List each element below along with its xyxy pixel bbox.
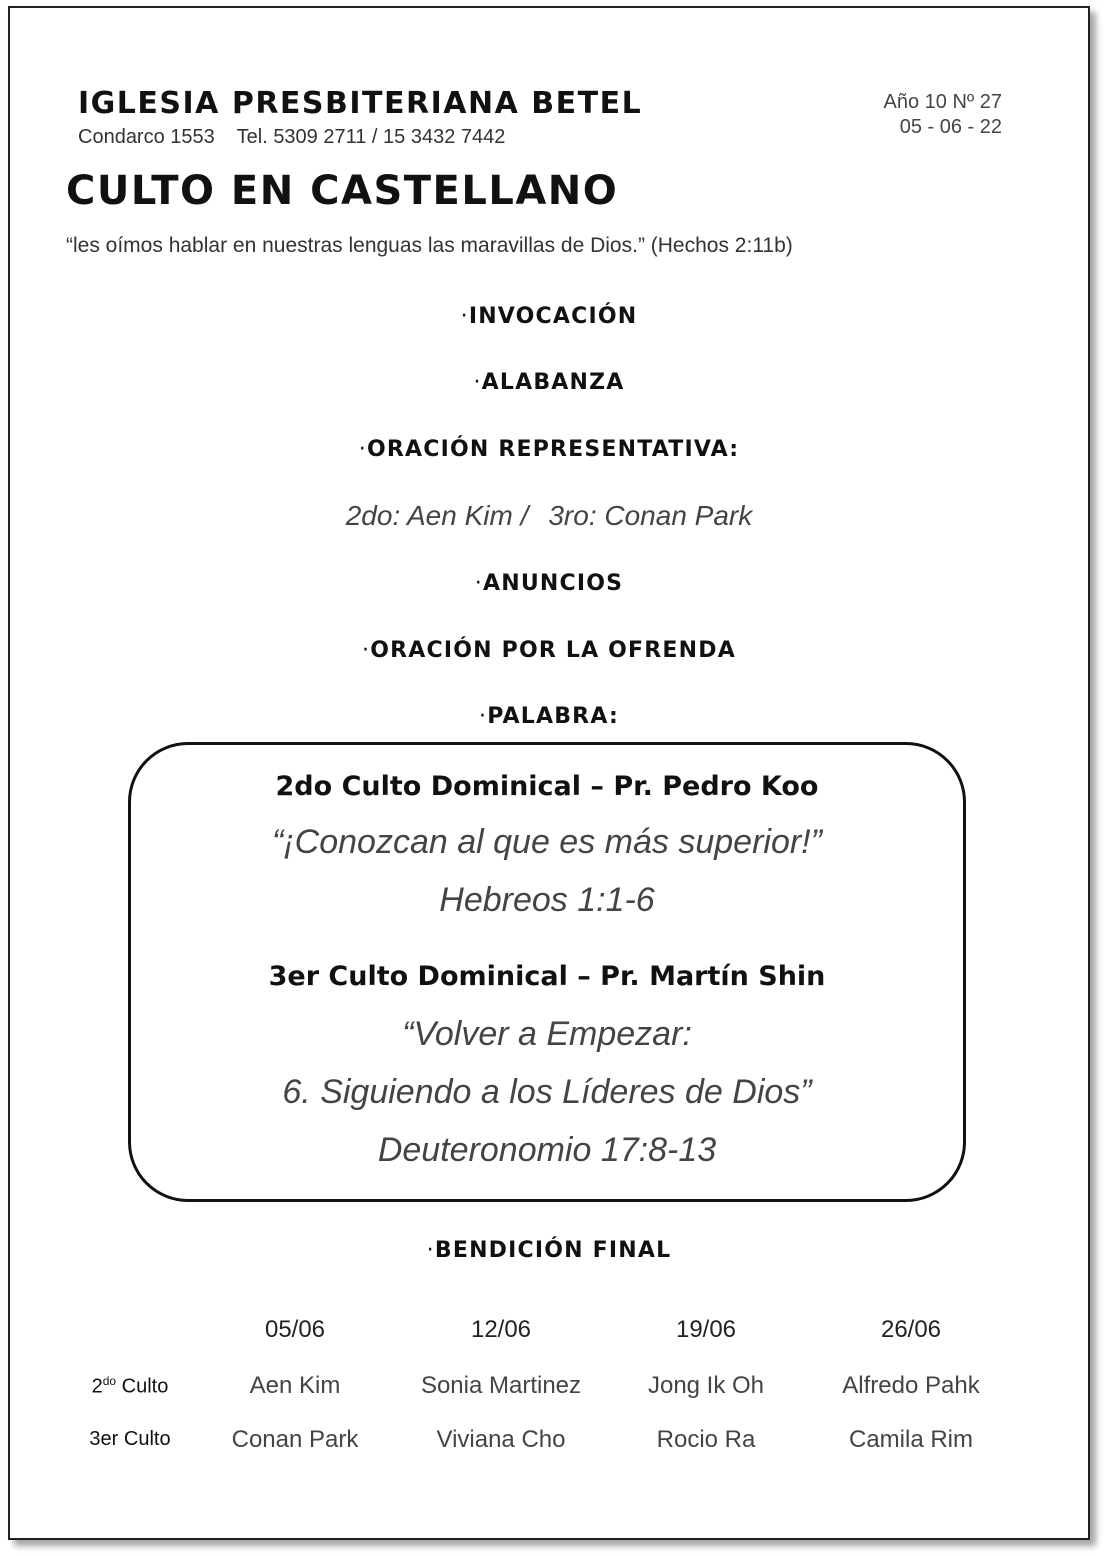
sermon-title-3er-line1: “Volver a Empezar: — [402, 1015, 692, 1053]
issue-number: Año 10 Nº 27 — [883, 91, 1002, 113]
schedule-date: 26/06 — [880, 1316, 942, 1343]
order-bendicion: ·BENDICIÓN FINAL — [426, 1238, 672, 1263]
schedule-name: Conan Park — [231, 1426, 359, 1453]
order-alabanza: ·ALABANZA — [473, 370, 625, 395]
prayer-2do: 2do: Aen Kim / — [345, 500, 529, 531]
sermon-reference-2do: Hebreos 1:1-6 — [439, 881, 655, 919]
schedule-name: Aen Kim — [249, 1372, 341, 1399]
sermon-heading-2do: 2do Culto Dominical – Pr. Pedro Koo — [275, 771, 819, 802]
order-anuncios: ·ANUNCIOS — [474, 571, 624, 596]
issue-info — [884, 90, 1003, 140]
schedule-name: Camila Rim — [848, 1426, 973, 1453]
sermon-box — [128, 742, 966, 1202]
schedule-name: Viviana Cho — [436, 1426, 566, 1453]
church-address: Condarco 1553 Tel. 5309 2711 / 15 3432 7442 — [78, 126, 506, 148]
sermon-heading-3er: 3er Culto Dominical – Pr. Martín Shin — [268, 961, 826, 992]
prayer-names — [10, 500, 1088, 532]
sermon-reference-3er: Deuteronomio 17:8-13 — [377, 1131, 717, 1169]
church-name: IGLESIA PRESBITERIANA BETEL — [78, 86, 643, 121]
bulletin-page — [8, 6, 1090, 1540]
schedule-date: 19/06 — [675, 1316, 737, 1343]
issue-date: 05 - 06 - 22 — [899, 116, 1002, 138]
schedule-name: Rocio Ra — [656, 1426, 756, 1453]
sermon-title-2do: “¡Conozcan al que es más superior!” — [272, 823, 822, 861]
bible-verse: “les oímos hablar en nuestras lenguas las maravillas de Dios.” (Hechos 2:11b) — [66, 234, 793, 257]
schedule-row-label-3er: 3er Culto — [89, 1428, 171, 1450]
order-oracion-representativa: ·ORACIÓN REPRESENTATIVA: — [358, 437, 740, 462]
order-palabra: ·PALABRA: — [479, 704, 619, 729]
schedule-date: 12/06 — [470, 1316, 532, 1343]
order-oracion-ofrenda: ·ORACIÓN POR LA OFRENDA — [362, 638, 736, 663]
schedule-name: Jong Ik Oh — [647, 1372, 765, 1399]
schedule-name: Sonia Martinez — [420, 1372, 582, 1399]
sermon-title-3er-line2: 6. Siguiendo a los Líderes de Dios” — [282, 1073, 812, 1111]
schedule-row-label-2do: $2^{do}$ Culto — [91, 1374, 169, 1398]
prayer-3ro: 3ro: Conan Park — [548, 500, 753, 531]
schedule-date: 05/06 — [264, 1316, 326, 1343]
schedule-name: Alfredo Pahk — [842, 1372, 980, 1399]
page-title: CULTO EN CASTELLANO — [66, 168, 619, 214]
order-invocacion: ·INVOCACIÓN — [460, 304, 638, 329]
